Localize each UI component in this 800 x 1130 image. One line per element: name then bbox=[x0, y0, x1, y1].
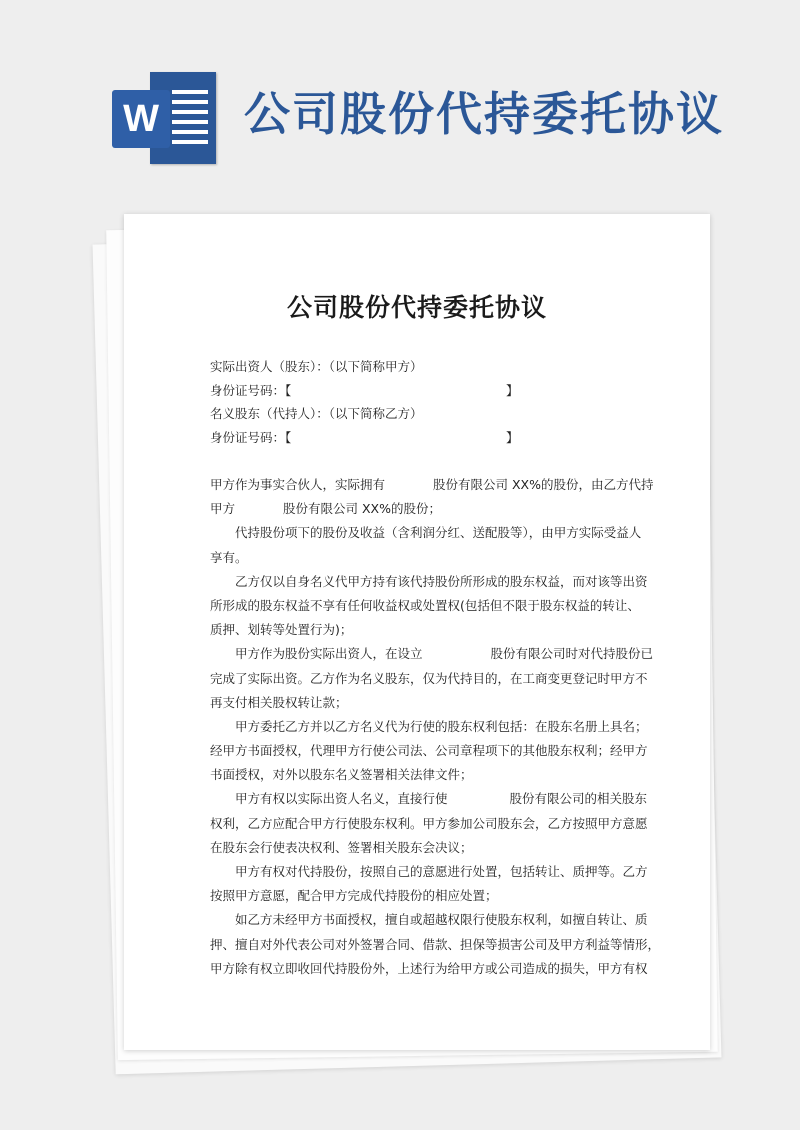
text-line bbox=[210, 642, 654, 666]
text-segment: 股份有限公司 XX%的股份，由乙方代持 bbox=[433, 477, 654, 492]
text-segment: 权利，乙方应配合甲方行使股东权利。甲方参加公司股东会，乙方按照甲方意愿 bbox=[210, 815, 648, 831]
agreement-body bbox=[210, 473, 661, 981]
text-segment: 甲方委托乙方并以乙方名义代为行使的股东权利包括：在股东名册上具名； bbox=[210, 718, 648, 734]
text-line bbox=[210, 667, 648, 691]
text-segment: 甲方有权对代持股份，按照自己的意愿进行处置，包括转让、质押等。乙方 bbox=[210, 864, 648, 879]
text-segment: 经甲方书面授权，代理甲方行使公司法、公司章程项下的其他股东权利；经甲方 bbox=[210, 743, 648, 759]
text-segment: 押、擅自对外代表公司对外签署合同、借款、担保等损害公司及甲方利益等情形， bbox=[210, 936, 661, 952]
text-segment: 甲方除有权立即收回代持股份外，上述行为给甲方或公司造成的损失，甲方有权 bbox=[210, 960, 648, 976]
id-bracket-close-2: 】 bbox=[506, 429, 519, 445]
paragraph bbox=[210, 570, 648, 643]
text-line bbox=[210, 618, 630, 642]
text-segment: 质押、划转等处置行为)； bbox=[210, 622, 353, 638]
paragraph bbox=[210, 787, 648, 860]
paragraph bbox=[210, 473, 654, 521]
text-line bbox=[210, 473, 654, 497]
text-segment: 股份有限公司的相关股东 bbox=[509, 791, 648, 807]
banner-title: 公司股份代持委托协议 bbox=[244, 87, 724, 141]
document-title: 公司股份代持委托协议 bbox=[286, 293, 547, 322]
text-line bbox=[210, 691, 630, 715]
text-line bbox=[210, 570, 648, 594]
id-number-line-1 bbox=[210, 381, 630, 405]
id-label-2: 身份证号码：【 bbox=[210, 429, 292, 445]
document-page bbox=[124, 214, 710, 1050]
text-segment: 乙方仅以自身名义代甲方持有该代持股份所形成的股东权益，而对该等出资 bbox=[210, 573, 648, 589]
text-line bbox=[210, 521, 642, 545]
text-segment: 股份有限公司时对代持股份已 bbox=[490, 646, 654, 662]
text-line bbox=[210, 812, 648, 836]
paragraph bbox=[210, 642, 654, 715]
text-segment: 完成了实际出资。乙方作为名义股东，仅为代持目的，在工商变更登记时甲方不 bbox=[210, 670, 648, 686]
party-header bbox=[210, 357, 630, 451]
text-segment: 如乙方未经甲方书面授权，擅自或超越权限行使股东权利，如擅自转让、质 bbox=[210, 912, 648, 928]
paragraph bbox=[210, 908, 661, 981]
text-segment: 甲方有权以实际出资人名义，直接行使 bbox=[210, 791, 448, 807]
banner bbox=[0, 0, 800, 200]
text-segment: 甲方作为股份实际出资人，在设立 bbox=[210, 646, 423, 662]
id-bracket-close-1: 】 bbox=[506, 382, 519, 398]
text-line bbox=[210, 715, 648, 739]
text-line bbox=[210, 497, 630, 521]
text-line bbox=[210, 546, 630, 570]
text-line bbox=[210, 594, 640, 618]
text-segment: 甲方作为事实合伙人，实际拥有 bbox=[210, 477, 386, 492]
text-line bbox=[210, 957, 648, 981]
text-line bbox=[210, 836, 630, 860]
text-line bbox=[210, 884, 630, 908]
id-label-1: 身份证号码：【 bbox=[210, 382, 292, 398]
text-line bbox=[210, 787, 648, 811]
paragraph bbox=[210, 715, 648, 788]
text-segment: 在股东会行使表决权利、签署相关股东会决议； bbox=[210, 839, 473, 855]
text-segment: 所形成的股东权益不享有任何收益权或处置权(包括但不限于股东权益的转让、 bbox=[210, 597, 640, 613]
word-logo-icon bbox=[112, 72, 216, 164]
text-segment: 享有。 bbox=[210, 549, 248, 565]
text-line bbox=[210, 860, 648, 884]
text-segment: 再支付相关股权转让款； bbox=[210, 694, 348, 710]
text-segment: 股份有限公司 XX%的股份； bbox=[283, 501, 441, 517]
text-segment: 按照甲方意愿，配合甲方完成代持股份的相应处置； bbox=[210, 888, 498, 904]
text-line bbox=[210, 763, 630, 787]
text-line bbox=[210, 908, 648, 932]
paragraph bbox=[210, 521, 642, 569]
text-segment: 代持股份项下的股份及收益（含利润分红、送配股等），由甲方实际受益人 bbox=[210, 525, 642, 541]
text-segment: 甲方 bbox=[210, 501, 236, 517]
actual-investor-line: 实际出资人（股东）：（以下简称甲方） bbox=[210, 359, 423, 374]
text-segment: 书面授权，对外以股东名义签署相关法律文件； bbox=[210, 767, 473, 783]
nominee-line: 名义股东（代持人）：（以下简称乙方） bbox=[210, 406, 423, 421]
paragraph bbox=[210, 860, 648, 908]
id-number-line-2 bbox=[210, 428, 630, 452]
text-line bbox=[210, 739, 648, 763]
word-letter-tile: W bbox=[112, 90, 170, 148]
text-line bbox=[210, 933, 661, 957]
